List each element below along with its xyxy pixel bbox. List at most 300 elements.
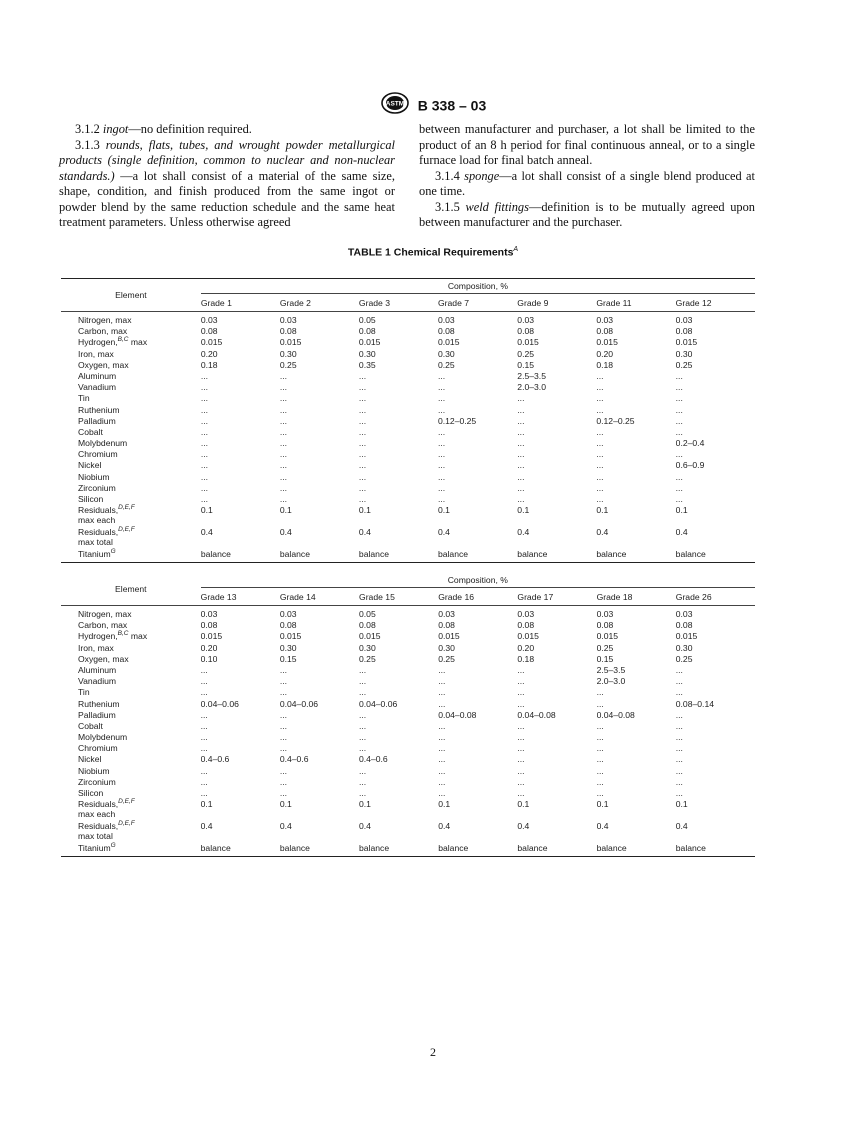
table-cell: ... bbox=[437, 471, 446, 482]
element-label: Oxygen, max bbox=[78, 653, 129, 664]
table-cell: ... bbox=[596, 449, 604, 460]
table-cell: 0.18 bbox=[517, 653, 535, 664]
table-cell: ... bbox=[279, 370, 288, 381]
grade-header: Grade 17 bbox=[517, 588, 596, 606]
footnote-ref: B,C bbox=[117, 336, 129, 344]
element-label: Carbon, max bbox=[78, 620, 128, 631]
table-cell: ... bbox=[675, 426, 683, 437]
table-row bbox=[61, 483, 755, 494]
element-label: Tin bbox=[78, 393, 90, 404]
element-label: Molybdenum bbox=[78, 438, 128, 449]
table-cell: 0.4 bbox=[359, 821, 371, 832]
paragraph-3-1-3-continued: between manufacturer and purchaser, a lot shall be limited to the product of an 8 h period for final continuous anneal, or to a single furnace load for final batch anneal. bbox=[419, 122, 755, 167]
table-cell: ... bbox=[200, 471, 208, 482]
table-cell: balance bbox=[358, 549, 390, 560]
table-cell: 0.15 bbox=[279, 653, 297, 664]
table-cell: 0.04–0.06 bbox=[279, 698, 319, 709]
table-cell: ... bbox=[517, 732, 525, 743]
table-cell: 0.10 bbox=[200, 653, 218, 664]
astm-logo-icon bbox=[380, 92, 410, 119]
table-cell: ... bbox=[675, 471, 683, 482]
table-cell: 0.4 bbox=[438, 821, 451, 832]
table-cell: 0.03 bbox=[438, 609, 455, 619]
table-cell: ... bbox=[596, 720, 604, 731]
table-cell: 0.18 bbox=[200, 359, 218, 370]
table-cell: 0.1 bbox=[359, 799, 371, 810]
table-cell: balance bbox=[200, 843, 231, 854]
table-cell: ... bbox=[437, 393, 446, 404]
table-cell: 0.08 bbox=[675, 326, 693, 337]
table-cell: ... bbox=[279, 676, 287, 687]
table-cell: ... bbox=[200, 743, 208, 754]
table-cell: 2.5–3.5 bbox=[517, 370, 546, 381]
table-row bbox=[61, 472, 755, 483]
table-row bbox=[61, 382, 755, 393]
table-cell: 0.03 bbox=[675, 315, 693, 325]
table-cell: 0.03 bbox=[517, 609, 535, 619]
table-cell: ... bbox=[279, 664, 287, 675]
table-row bbox=[61, 505, 755, 527]
table-cell: ... bbox=[200, 415, 208, 426]
table-cell: ... bbox=[279, 482, 288, 493]
table-cell: ... bbox=[675, 754, 683, 765]
table-cell: 0.4 bbox=[675, 527, 688, 538]
footnote-ref: D,E,F bbox=[118, 526, 135, 534]
element-label: Iron, max bbox=[78, 642, 114, 653]
table-cell: ... bbox=[279, 494, 288, 504]
table-cell: ... bbox=[596, 460, 604, 471]
table-cell: 0.1 bbox=[596, 799, 609, 810]
grade-header: Grade 15 bbox=[359, 588, 438, 606]
table-cell: balance bbox=[438, 843, 469, 854]
table-cell: balance bbox=[675, 549, 706, 560]
table-cell: 0.4 bbox=[437, 527, 450, 538]
table-cell: 0.25 bbox=[437, 359, 455, 370]
table-cell: 0.015 bbox=[358, 337, 381, 348]
table-cell: 0.1 bbox=[517, 505, 530, 516]
table-cell: ... bbox=[675, 664, 683, 675]
grade-header: Grade 13 bbox=[201, 588, 280, 606]
table-cell: ... bbox=[279, 460, 288, 471]
table-row bbox=[61, 360, 755, 371]
table-cell: ... bbox=[279, 438, 288, 449]
table-cell: 0.30 bbox=[279, 348, 297, 359]
table-cell: ... bbox=[358, 415, 367, 426]
table-cell: 0.05 bbox=[359, 609, 376, 619]
table-row bbox=[61, 676, 755, 687]
table-cell: 2.0–3.0 bbox=[596, 676, 626, 687]
table-cell: ... bbox=[596, 788, 604, 798]
table-cell: 0.1 bbox=[279, 799, 292, 810]
page-number: 2 bbox=[430, 1045, 436, 1059]
element-label: Nitrogen, max bbox=[78, 315, 132, 325]
table-row bbox=[61, 606, 755, 621]
table-cell: ... bbox=[596, 776, 604, 787]
table-cell: 0.015 bbox=[200, 631, 223, 642]
table-cell: 0.03 bbox=[200, 315, 218, 325]
footnote-ref: B,C bbox=[117, 630, 129, 638]
table-row bbox=[61, 312, 755, 327]
element-label: Silicon bbox=[78, 494, 104, 504]
table-cell: 0.015 bbox=[279, 631, 302, 642]
table-row bbox=[61, 821, 755, 843]
table-cell: ... bbox=[675, 743, 683, 754]
table-cell: ... bbox=[517, 754, 525, 765]
table-cell: ... bbox=[437, 404, 446, 415]
table-cell: ... bbox=[200, 676, 208, 687]
table-cell: 0.03 bbox=[200, 609, 218, 619]
composition-header-row bbox=[61, 279, 755, 294]
table-cell: 0.30 bbox=[438, 642, 455, 653]
table-cell: 0.03 bbox=[437, 315, 455, 325]
table-cell: 0.20 bbox=[200, 642, 218, 653]
table-cell: ... bbox=[438, 788, 446, 798]
table-row bbox=[61, 549, 755, 563]
table-cell: 0.25 bbox=[675, 653, 693, 664]
table-cell: ... bbox=[596, 743, 604, 754]
table-cell: ... bbox=[358, 382, 367, 393]
table-cell: ... bbox=[437, 460, 446, 471]
table-cell: ... bbox=[200, 732, 208, 743]
table-cell: 0.03 bbox=[675, 609, 693, 619]
table-row bbox=[61, 631, 755, 642]
grade-header: Grade 1 bbox=[201, 294, 280, 312]
table-cell: ... bbox=[675, 788, 683, 798]
table-cell: 0.04–0.08 bbox=[596, 709, 635, 720]
element-label: Zirconium bbox=[78, 776, 116, 787]
table-cell: ... bbox=[359, 776, 367, 787]
table-cell: ... bbox=[200, 765, 208, 776]
element-label: Iron, max bbox=[78, 348, 114, 359]
table-cell: ... bbox=[596, 471, 604, 482]
paragraph-3-1-5: 3.1.5 weld fittings—definition is to be mutually agreed upon between manufacturer and the purchaser. bbox=[419, 199, 755, 229]
table-cell: 0.015 bbox=[200, 337, 223, 348]
element-label: Silicon bbox=[78, 788, 104, 798]
table-cell: 0.1 bbox=[200, 505, 213, 516]
table-cell: ... bbox=[359, 743, 367, 754]
table-cell: ... bbox=[675, 393, 683, 404]
table-cell: 0.25 bbox=[596, 642, 614, 653]
table-row bbox=[61, 732, 755, 743]
table-row bbox=[61, 710, 755, 721]
table-row bbox=[61, 416, 755, 427]
element-label: Chromium bbox=[78, 743, 118, 754]
table-cell: 0.08 bbox=[279, 620, 297, 631]
element-label: Nickel bbox=[78, 460, 102, 471]
table-cell: ... bbox=[200, 393, 208, 404]
table-row bbox=[61, 393, 755, 404]
table-cell: 0.4 bbox=[200, 527, 213, 538]
page-header bbox=[0, 92, 866, 119]
table-cell: ... bbox=[200, 687, 208, 698]
chemical-requirements-table-part-1 bbox=[61, 278, 755, 563]
table-cell: ... bbox=[437, 482, 446, 493]
element-label: Titanium$^G$ bbox=[78, 842, 116, 854]
chemical-requirements-table-part-2 bbox=[61, 573, 755, 857]
element-label: Vanadium bbox=[78, 676, 117, 687]
table-cell: ... bbox=[279, 765, 287, 776]
table-cell: ... bbox=[517, 788, 525, 798]
table-cell: ... bbox=[279, 426, 288, 437]
table-cell: ... bbox=[675, 415, 683, 426]
table-cell: ... bbox=[675, 404, 683, 415]
table-cell: ... bbox=[438, 732, 446, 743]
table-cell: 0.30 bbox=[359, 642, 376, 653]
table-row bbox=[61, 799, 755, 821]
table-cell: 0.015 bbox=[517, 337, 539, 348]
element-label: Cobalt bbox=[78, 720, 103, 731]
table-cell: ... bbox=[438, 698, 446, 709]
table-row bbox=[61, 687, 755, 698]
table-cell: ... bbox=[200, 664, 208, 675]
table-cell: balance bbox=[517, 843, 548, 854]
table-cell: 0.03 bbox=[596, 315, 614, 325]
table-cell: ... bbox=[517, 676, 525, 687]
footnote-ref: D,E,F bbox=[118, 820, 135, 828]
table-cell: 0.015 bbox=[437, 337, 460, 348]
table-cell: 0.4 bbox=[200, 821, 213, 832]
table-cell: balance bbox=[675, 843, 706, 854]
table-row bbox=[61, 337, 755, 348]
table-cell: 0.1 bbox=[675, 505, 688, 516]
table-row bbox=[61, 643, 755, 654]
table-cell: ... bbox=[200, 382, 208, 393]
element-label: Ruthenium bbox=[78, 698, 120, 709]
table-cell: ... bbox=[200, 438, 208, 449]
table-cell: ... bbox=[437, 370, 446, 381]
table-cell: 0.08 bbox=[675, 620, 693, 631]
table-row bbox=[61, 754, 755, 765]
element-header: Element bbox=[61, 573, 201, 606]
table-cell: ... bbox=[438, 687, 446, 698]
table-cell: ... bbox=[358, 494, 367, 504]
paragraph-3-1-2: 3.1.2 ingot—no definition required. bbox=[75, 122, 252, 136]
element-label: Niobium bbox=[78, 765, 110, 776]
table-cell: ... bbox=[359, 765, 367, 776]
table-cell: 0.25 bbox=[675, 359, 693, 370]
table-cell: ... bbox=[517, 698, 525, 709]
grade-header: Grade 18 bbox=[597, 588, 676, 606]
table-cell: ... bbox=[675, 709, 683, 720]
svg-text:ASTM: ASTM bbox=[385, 100, 404, 108]
table-cell: ... bbox=[675, 776, 683, 787]
table-cell: 0.25 bbox=[279, 359, 297, 370]
table-cell: ... bbox=[517, 426, 525, 437]
table-row bbox=[61, 527, 755, 549]
table-cell: 0.015 bbox=[596, 631, 619, 642]
table-cell: 0.6–0.9 bbox=[675, 460, 705, 471]
table-row bbox=[61, 699, 755, 710]
grade-header: Grade 12 bbox=[676, 294, 755, 312]
table-cell: ... bbox=[359, 720, 367, 731]
table-cell: 0.4 bbox=[279, 821, 292, 832]
table-cell: 0.015 bbox=[438, 631, 460, 642]
table-cell: 0.20 bbox=[200, 348, 218, 359]
table-cell: ... bbox=[675, 765, 683, 776]
element-label: Residuals,$^{D,E,F}$ max total bbox=[78, 820, 135, 842]
table-row bbox=[61, 743, 755, 754]
table-cell: 0.2–0.4 bbox=[675, 438, 705, 449]
table-cell: 0.30 bbox=[358, 348, 376, 359]
table-row bbox=[61, 438, 755, 449]
table-cell: 0.1 bbox=[675, 799, 688, 810]
table-cell: balance bbox=[437, 549, 469, 560]
table-cell: 0.20 bbox=[517, 642, 535, 653]
table-cell: ... bbox=[675, 370, 683, 381]
table-cell: 0.04–0.08 bbox=[438, 709, 477, 720]
table-cell: 0.4 bbox=[596, 821, 609, 832]
table-cell: ... bbox=[517, 765, 525, 776]
table-cell: 0.15 bbox=[517, 359, 535, 370]
table-cell: ... bbox=[596, 426, 604, 437]
document-designation: B 338 – 03 bbox=[417, 97, 487, 114]
grade-header: Grade 7 bbox=[438, 294, 517, 312]
table-cell: ... bbox=[596, 370, 604, 381]
table-cell: ... bbox=[279, 709, 287, 720]
table-cell: balance bbox=[279, 549, 310, 560]
table-cell: ... bbox=[517, 720, 525, 731]
table-cell: ... bbox=[675, 720, 683, 731]
table-row bbox=[61, 766, 755, 777]
table-cell: ... bbox=[517, 776, 525, 787]
table-row bbox=[61, 843, 755, 857]
table-cell: ... bbox=[359, 664, 367, 675]
table-row bbox=[61, 721, 755, 732]
table-cell: 0.1 bbox=[517, 799, 530, 810]
table-cell: ... bbox=[438, 754, 446, 765]
table-cell: 0.15 bbox=[596, 653, 614, 664]
table-cell: 0.4 bbox=[517, 821, 530, 832]
table-cell: 0.1 bbox=[279, 505, 292, 516]
table-cell: ... bbox=[279, 743, 287, 754]
table-cell: 0.08 bbox=[517, 620, 535, 631]
table-cell: 0.4 bbox=[358, 527, 371, 538]
table-cell: 0.4 bbox=[517, 527, 530, 538]
element-label: Residuals,$^{D,E,F}$ max each bbox=[78, 504, 135, 526]
element-label: Hydrogen,$^{B,C}$ max bbox=[78, 630, 148, 642]
element-label: Molybdenum bbox=[78, 732, 128, 743]
table-row bbox=[61, 349, 755, 360]
table-cell: ... bbox=[200, 482, 208, 493]
table-row bbox=[61, 371, 755, 382]
table-cell: ... bbox=[358, 404, 367, 415]
table-cell: 0.4 bbox=[596, 527, 609, 538]
element-label: Aluminum bbox=[78, 664, 117, 675]
table-cell: ... bbox=[200, 720, 208, 731]
composition-header: Composition, % bbox=[201, 573, 755, 588]
footnote-ref: D,E,F bbox=[118, 504, 135, 512]
table-cell: 0.20 bbox=[596, 348, 614, 359]
table-cell: ... bbox=[279, 393, 288, 404]
element-label: Tin bbox=[78, 687, 90, 698]
table-cell: ... bbox=[596, 732, 604, 743]
table-cell: ... bbox=[675, 494, 683, 504]
table-cell: balance bbox=[517, 549, 548, 560]
table-row bbox=[61, 665, 755, 676]
paragraph-3-1-4: 3.1.4 sponge—a lot shall consist of a single blend produced at one time. bbox=[419, 168, 755, 198]
table-row bbox=[61, 788, 755, 799]
table-row bbox=[61, 777, 755, 788]
table-cell: ... bbox=[517, 743, 525, 754]
table-cell: 0.4–0.6 bbox=[200, 754, 230, 765]
table-cell: 0.03 bbox=[279, 315, 297, 325]
table-cell: ... bbox=[437, 438, 446, 449]
composition-header-row bbox=[61, 573, 755, 588]
table-cell: ... bbox=[358, 393, 367, 404]
left-text-column bbox=[59, 122, 395, 231]
table-cell: ... bbox=[200, 709, 208, 720]
table-cell: ... bbox=[279, 788, 287, 798]
table-cell: 0.30 bbox=[675, 642, 693, 653]
table-cell: ... bbox=[279, 732, 287, 743]
element-label: Residuals,$^{D,E,F}$ max total bbox=[78, 526, 135, 548]
element-label: Residuals,$^{D,E,F}$ max each bbox=[78, 798, 135, 820]
grade-header: Grade 26 bbox=[676, 588, 755, 606]
table-cell: 0.03 bbox=[279, 609, 297, 619]
table-cell: ... bbox=[517, 393, 525, 404]
table-cell: ... bbox=[279, 404, 288, 415]
table-cell: 0.015 bbox=[596, 337, 618, 348]
table-cell: ... bbox=[200, 776, 208, 787]
table-cell: ... bbox=[675, 482, 683, 493]
table-cell: 0.08 bbox=[358, 326, 376, 337]
table-cell: 0.25 bbox=[438, 653, 455, 664]
composition-header: Composition, % bbox=[201, 279, 755, 294]
table-cell: ... bbox=[675, 676, 683, 687]
table-cell: 0.04–0.08 bbox=[517, 709, 556, 720]
table-cell: 0.1 bbox=[200, 799, 213, 810]
table-row bbox=[61, 460, 755, 471]
table-cell: 0.4–0.6 bbox=[359, 754, 388, 765]
element-label: Ruthenium bbox=[78, 404, 120, 415]
element-label: Nitrogen, max bbox=[78, 609, 132, 619]
table-cell: 0.1 bbox=[437, 505, 450, 516]
table-cell: ... bbox=[675, 687, 683, 698]
table-cell: 0.015 bbox=[675, 631, 698, 642]
table-cell: 0.08 bbox=[279, 326, 297, 337]
table-cell: ... bbox=[358, 426, 367, 437]
table-cell: ... bbox=[358, 370, 367, 381]
table-cell: ... bbox=[596, 698, 604, 709]
table-cell: 0.015 bbox=[279, 337, 302, 348]
table-cell: 0.1 bbox=[358, 505, 371, 516]
table-cell: ... bbox=[596, 438, 604, 449]
table-cell: ... bbox=[438, 676, 446, 687]
table-cell: 0.4 bbox=[675, 821, 688, 832]
table-cell: ... bbox=[279, 687, 287, 698]
paragraph-3-1-3: 3.1.3 rounds, flats, tubes, and wrought powder metallurgical products (single definition, common to nuclear and non-nuclear standards.) —a lot shall consist of a material of the same size, shape, condition, and finish produced from the same ingot or powder blend by the same reduction schedule and the same heat treatment parameters. Unless otherwise agreed bbox=[59, 137, 395, 229]
grade-header: Grade 3 bbox=[359, 294, 438, 312]
table-row bbox=[61, 326, 755, 337]
table-cell: ... bbox=[596, 482, 604, 493]
table-cell: ... bbox=[200, 449, 208, 460]
table-cell: ... bbox=[438, 776, 446, 787]
element-label: Titanium$^G$ bbox=[78, 548, 116, 560]
table-cell: 0.015 bbox=[675, 337, 698, 348]
table-cell: ... bbox=[437, 449, 446, 460]
element-label: Cobalt bbox=[78, 426, 103, 437]
table-cell: 0.08 bbox=[200, 326, 218, 337]
table-cell: ... bbox=[517, 471, 525, 482]
table-cell: ... bbox=[279, 720, 287, 731]
table-cell: 0.08 bbox=[596, 326, 614, 337]
table-caption: TABLE 1 Chemical Requirements$^A$ bbox=[347, 246, 519, 259]
table-cell: ... bbox=[359, 732, 367, 743]
element-label: Niobium bbox=[78, 471, 110, 482]
table-cell: ... bbox=[279, 382, 288, 393]
right-text-column bbox=[419, 122, 755, 231]
footnote-ref: D,E,F bbox=[118, 798, 135, 806]
